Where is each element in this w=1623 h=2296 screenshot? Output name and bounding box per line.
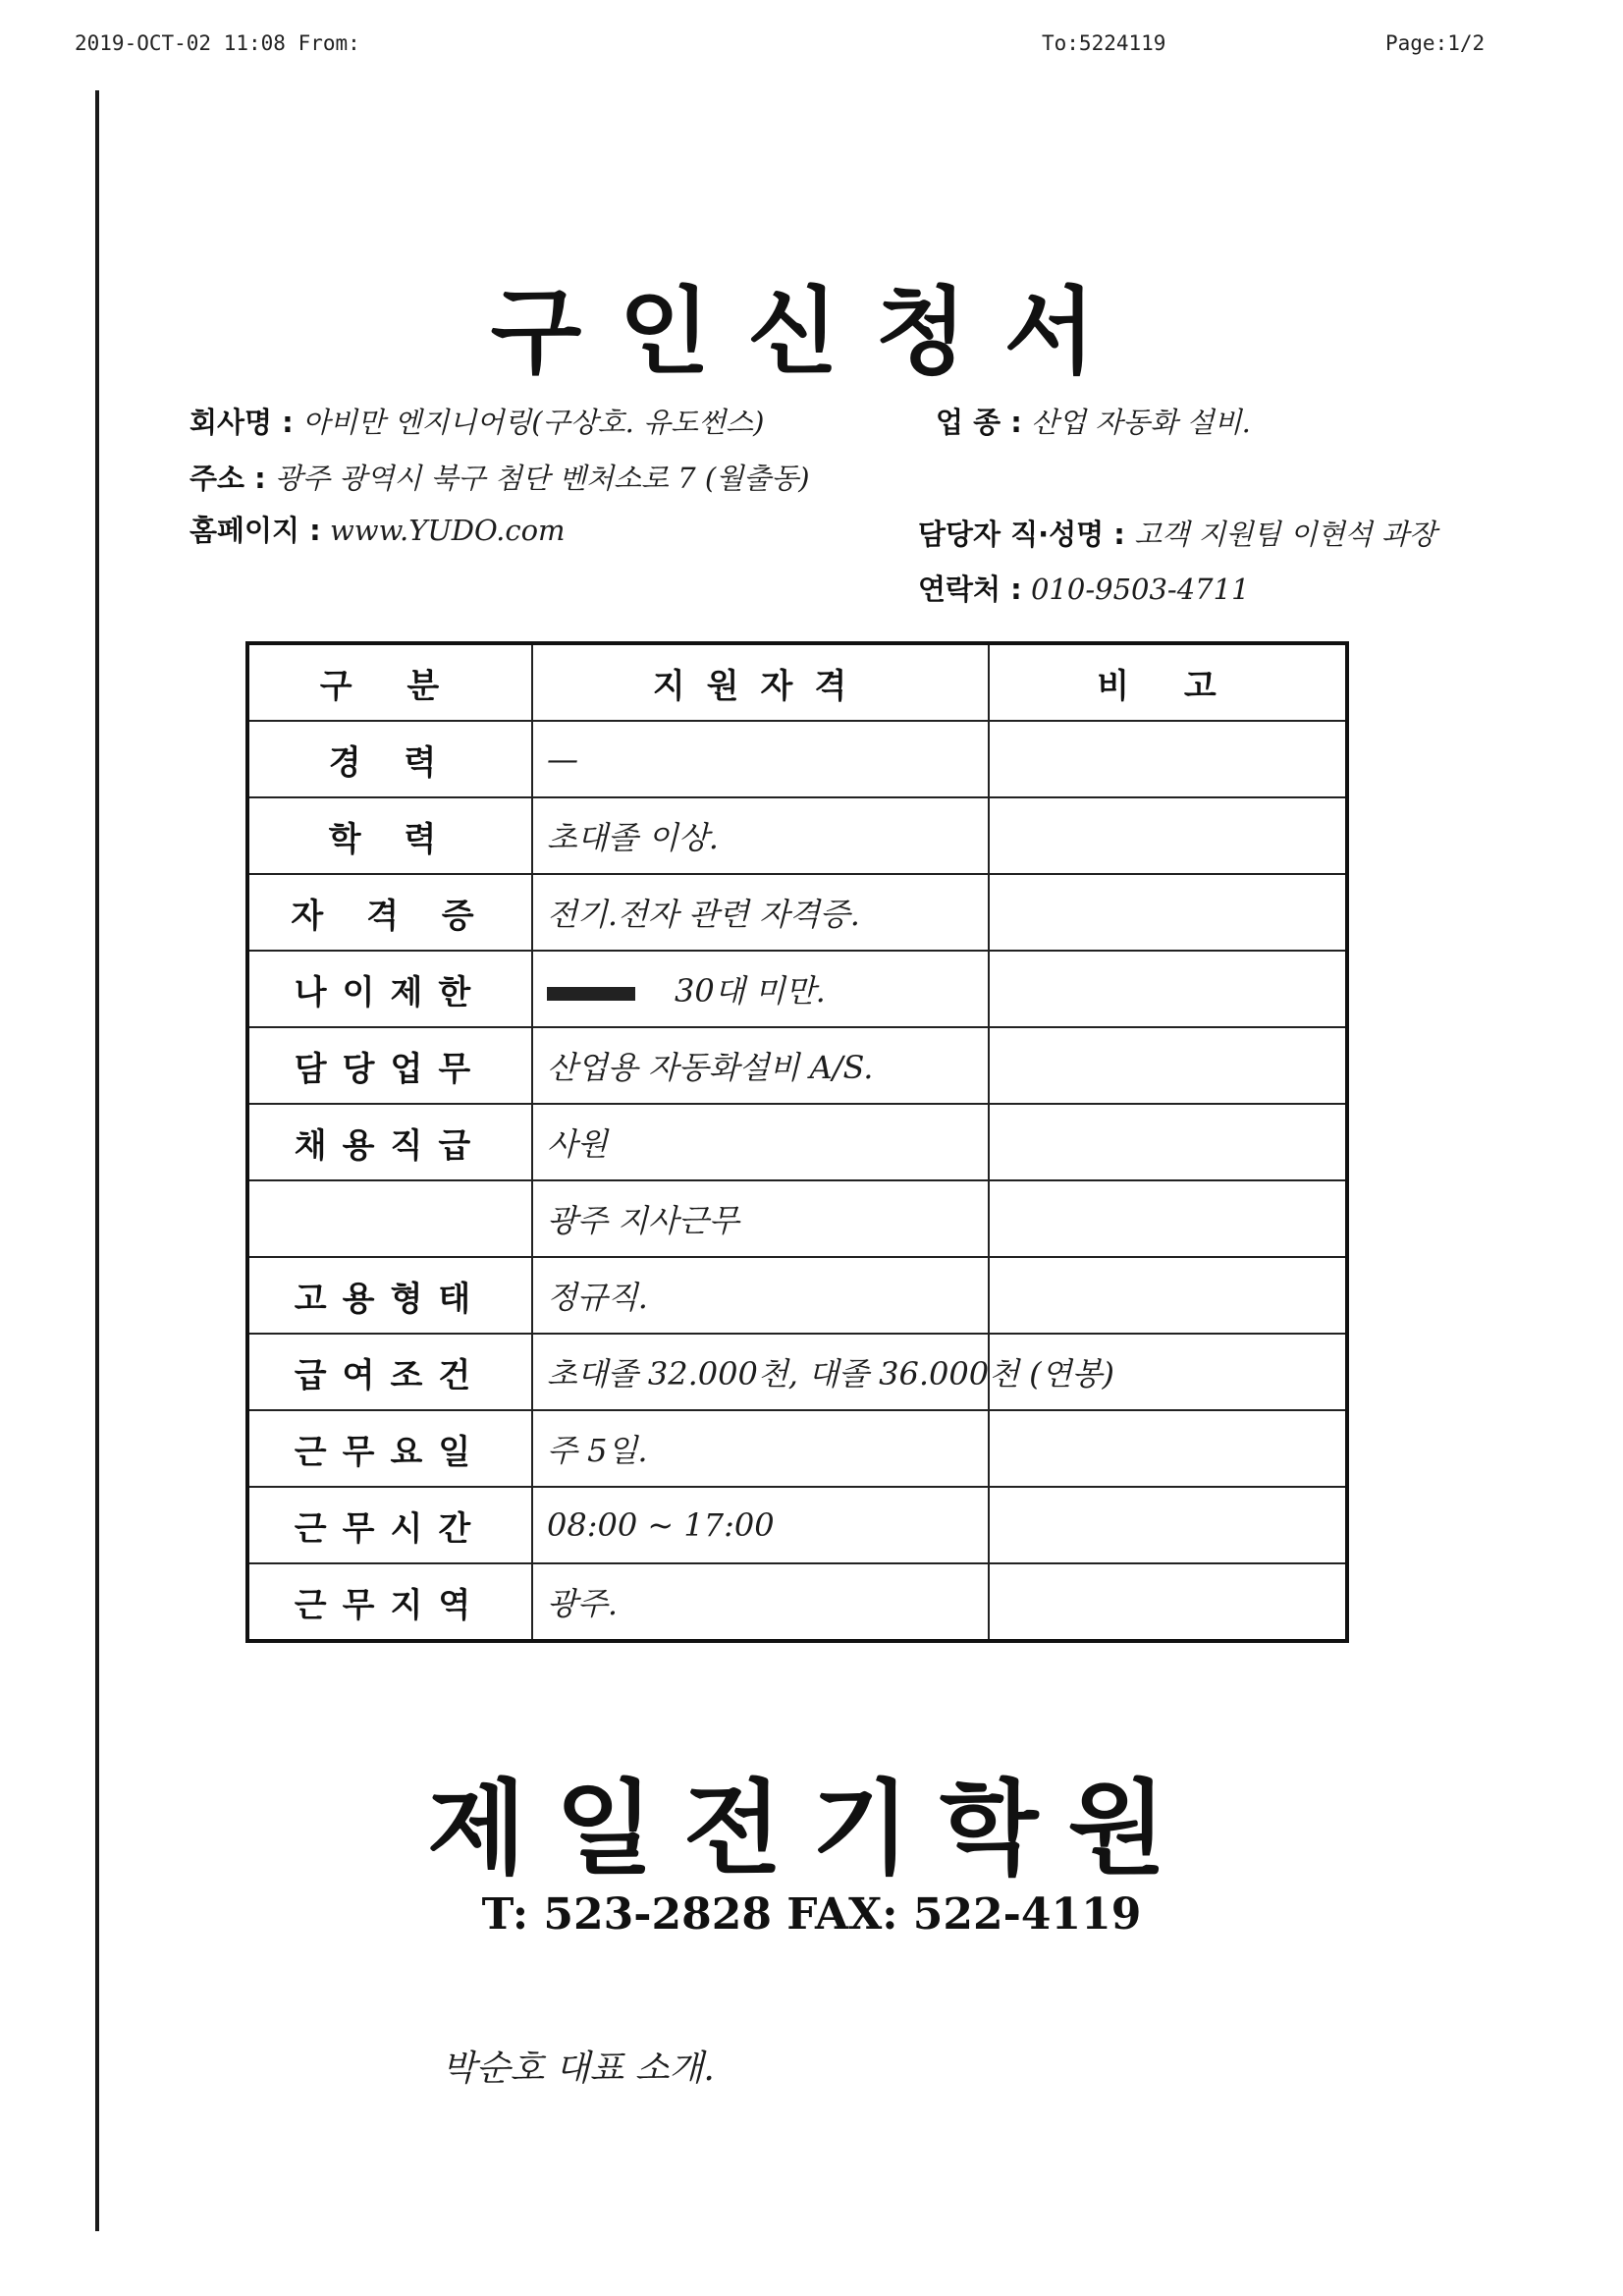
table-row (247, 1410, 1347, 1487)
table-row (247, 1563, 1347, 1641)
row-label-work-days: 근무요일 (247, 1410, 532, 1487)
contact-value: 010-9503-4711 (1030, 573, 1250, 606)
table-row (247, 721, 1347, 797)
industry-value: 산업 자동화 설비. (1031, 406, 1251, 439)
row-value-age-limit (532, 951, 989, 1027)
manager-line (918, 513, 1436, 553)
manager-value: 고객 지원팀 이현석 과장 (1134, 518, 1436, 551)
row-value-education: 초대졸 이상. (532, 797, 989, 874)
age-limit-text: 30대 미만. (675, 972, 826, 1010)
table-header-row (247, 643, 1347, 721)
header-category: 구 분 (247, 643, 532, 721)
row-value-position: 사원 (532, 1104, 989, 1180)
job-request-table (245, 641, 1349, 1643)
row-label-career: 경 력 (247, 721, 532, 797)
fax-datetime-from: 2019-OCT-02 11:08 From: (75, 31, 360, 55)
table-row (247, 1180, 1347, 1257)
document-title: 구인신청서 (490, 277, 1133, 387)
homepage-value: www.YUDO.com (329, 514, 566, 547)
row-label-position: 채용직급 (247, 1104, 532, 1180)
row-label-duties: 담당업무 (247, 1027, 532, 1104)
row-remark (989, 951, 1347, 1027)
row-label-blank (247, 1180, 532, 1257)
fax-to-number: To:5224119 (1042, 31, 1166, 55)
company-label: 회사명 : (189, 406, 294, 439)
row-remark (989, 1104, 1347, 1180)
table-row (247, 951, 1347, 1027)
row-label-employment-type: 고용형태 (247, 1257, 532, 1334)
header-qualification: 지원자격 (532, 643, 989, 721)
industry-label: 업 종 : (936, 406, 1022, 439)
table-row (247, 1027, 1347, 1104)
row-value-certificate: 전기.전자 관련 자격증. (532, 874, 989, 951)
handwritten-note: 박순호 대표 소개. (442, 2049, 715, 2089)
table-row (247, 1104, 1347, 1180)
row-value-employment-type: 정규직. (532, 1257, 989, 1334)
company-name-line (189, 401, 764, 441)
row-value-salary: 초대졸 32.000천, 대졸 36.000천 (연봉) (532, 1334, 989, 1410)
row-remark (989, 1563, 1347, 1641)
row-remark (989, 874, 1347, 951)
fax-page-number: Page:1/2 (1385, 31, 1486, 55)
row-remark (989, 1487, 1347, 1563)
row-value-career: — (532, 721, 989, 797)
row-label-education: 학 력 (247, 797, 532, 874)
row-value-duties: 산업용 자동화설비 A/S. (532, 1027, 989, 1104)
row-label-work-region: 근무지역 (247, 1563, 532, 1641)
row-label-age-limit: 나이제한 (247, 951, 532, 1027)
row-label-certificate: 자 격 증 (247, 874, 532, 951)
row-value-work-hours: 08:00 ~ 17:00 (532, 1487, 989, 1563)
contact-label: 연락처 : (918, 573, 1022, 606)
crossed-out-scribble (547, 987, 635, 1001)
row-remark (989, 1027, 1347, 1104)
row-remark (989, 1257, 1347, 1334)
row-remark (989, 721, 1347, 797)
table-row (247, 1334, 1347, 1410)
row-value-work-days: 주 5일. (532, 1410, 989, 1487)
row-value-work-region: 광주. (532, 1563, 989, 1641)
table-row (247, 1257, 1347, 1334)
table-row (247, 874, 1347, 951)
company-value: 아비만 엔지니어링(구상호. 유도썬스) (301, 406, 765, 439)
row-label-salary: 급여조건 (247, 1334, 532, 1410)
table-row (247, 797, 1347, 874)
row-remark (989, 1180, 1347, 1257)
organization-name: 제일전기학원 (427, 1768, 1196, 1888)
row-remark (989, 797, 1347, 874)
fax-header (0, 31, 1623, 61)
row-label-work-hours: 근무시간 (247, 1487, 532, 1563)
homepage-label: 홈페이지 : (189, 514, 321, 547)
manager-label: 담당자 직·성명 : (918, 518, 1125, 551)
homepage-line (189, 509, 566, 549)
industry-line (936, 401, 1251, 441)
row-value-work-branch: 광주 지사근무 (532, 1180, 989, 1257)
table-row (247, 1487, 1347, 1563)
row-remark (989, 1410, 1347, 1487)
address-label: 주소 : (189, 462, 266, 495)
address-line (189, 457, 810, 497)
header-remarks: 비 고 (989, 643, 1347, 721)
contact-line (918, 568, 1250, 608)
address-value: 광주 광역시 북구 첨단 벤처소로 7 (월출동) (274, 462, 810, 495)
organization-contact: T: 523-2828 FAX: 522-4119 (481, 1889, 1142, 1940)
